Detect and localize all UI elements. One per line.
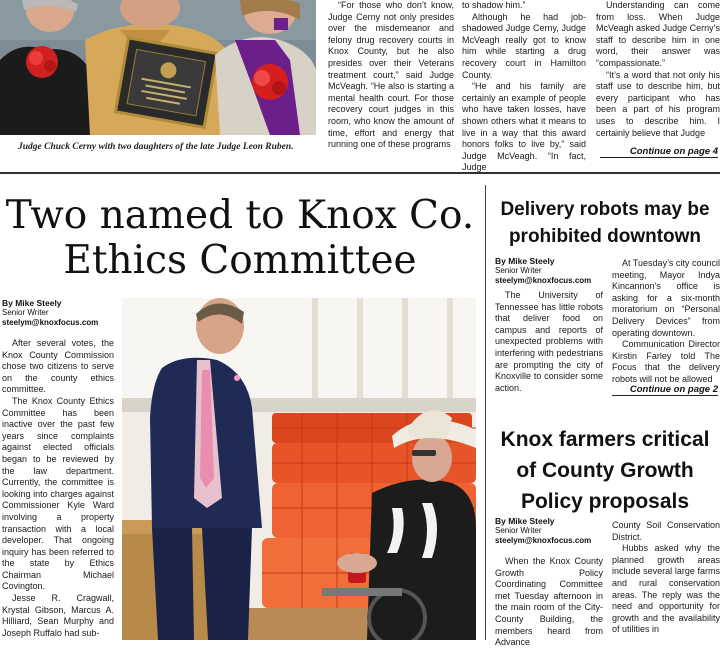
farmers-headline-line1: Knox farmers critical [500,428,710,451]
ethics-byline-name: By Mike Steely [2,298,62,308]
farmers-col2-text-b: Hubbs asked why the planned growth areas include several large farms and rural conservation areas. The reply was the need and opportunity for growth and the availability of utilities in [612,543,720,635]
top-photo [0,0,316,135]
farmers-col1 [495,556,603,649]
top-story-col3-text-a: Understanding can come from loss. When Judge McVeagh asked Judge Cerny’s staff to describe him in one word, their answer was “compassionate.” [596,0,720,68]
farmers-headline-line2: of County Growth [516,459,694,482]
ethics-body [2,338,114,639]
robots-headline-line2: prohibited downtown [508,226,702,247]
farmers-byline-email: steelym@knoxfocus.com [495,536,592,545]
robots-byline-name: By Mike Steely [495,256,555,266]
top-story-col3-text-b: “It’s a word that not only his staff use to describe him, but every participant who has been a part of his program uses to describe him. I certainly believe that Judge [596,69,720,138]
farmers-headline-line3: Policy proposals [520,490,690,513]
top-story-col2 [462,0,586,174]
robots-headline [490,196,720,250]
top-story-col2-text-b: Although he had job-shadowed Judge Cerny, Judge McVeagh really got to know him while starting a drug recovery court in Hamilton County. [462,11,586,80]
farmers-byline [495,516,605,546]
robots-col1-text: The University of Tennessee has little robots that deliver food on campus and reports of unexpected problems with interfering with pedestrians are prompting the city of Knoxville to consider some action. [495,290,603,393]
ethics-byline [2,298,118,328]
robots-byline [495,256,605,286]
column-rule [485,185,486,640]
ethics-byline-title: Senior Writer [2,308,49,317]
farmers-col2-text-a: County Soil Conservation District. [612,520,720,542]
robots-headline-line1: Delivery robots may be [500,199,710,220]
robots-col2-text-b: Communication Director Kirstin Farley told The Focus that the delivery robots will not be allowed [612,339,720,384]
ethics-paragraph-2: The Knox County Ethics Committee has been inactive over the past few years since complaints against elected officials began to be reviewed by the law department. Currently, the committee is looking into charges against Commissioner Kyle Ward involving a property transaction with a local developer. That ongoing inquiry has been referred to the state by Ethics Chairman Michael Covington. [2,395,114,592]
top-story-col3 [596,0,720,139]
section-divider [0,172,720,174]
ethics-photo [122,298,476,640]
top-story-col2-text-a: to shadow him.” [462,0,526,10]
ethics-headline-line1: Two named to Knox Co. [5,193,475,238]
robots-col1 [495,290,603,394]
top-photo-caption: Judge Chuck Cerny with two daughters of the late Judge Leon Ruben. [18,142,294,152]
farmers-byline-name: By Mike Steely [495,516,555,526]
top-story-col1-text: “For those who don’t know, Judge Cerny not only presides over the misdemeanor and felony drug recovery courts in Knox County, but he also presides over their Veterans treatment court,” said Judge McVeagh. “He also is starting a mental health court. For those recovery court judges in this room, who know the amount of time, effort and energy that running one of these programs [328,0,454,150]
ethics-headline-line2: Ethics Committee [63,238,417,283]
top-story-col1 [328,0,454,151]
farmers-col1-text: When the Knox County Growth Policy Coordinating Committee met Tuesday afternoon in the main room of the City-County Building, the members heard from Advance [495,556,603,648]
ethics-paragraph-1: After several votes, the Knox County Commission chose two citizens to serve on the county ethics committee. [2,338,114,395]
farmers-headline [490,424,720,517]
top-story-continue-link[interactable]: Continue on page 4 [600,146,718,158]
robots-byline-email: steelym@knoxfocus.com [495,276,592,285]
robots-byline-title: Senior Writer [495,266,542,275]
ethics-photo-image [122,298,476,640]
robots-col2-text-a: At Tuesday’s city council meeting, Mayor Indya Kincannon’s office is asking for a six-month moratorium on “Personal Delivery Devices” from operating downtown. [612,258,720,338]
top-photo-image [0,0,316,135]
farmers-col2 [612,520,720,636]
ethics-paragraph-3: Jesse R. Cragwall, Krystal Gibson, Marcus A. Hilliard, Sean Murphy and Joseph Ruffalo had sub- [2,593,114,638]
ethics-headline [0,194,480,284]
robots-continue-link[interactable]: Continue on page 2 [612,384,718,396]
ethics-byline-email: steelym@knoxfocus.com [2,318,99,327]
farmers-byline-title: Senior Writer [495,526,542,535]
top-story-col2-text-c: “He and his family are certainly an example of people who have taken losses, have shown others what it means to live in a way that this award honors folks to live by,” said Judge McVeagh. “In fact, Judge [462,81,586,173]
robots-col2 [612,258,720,386]
